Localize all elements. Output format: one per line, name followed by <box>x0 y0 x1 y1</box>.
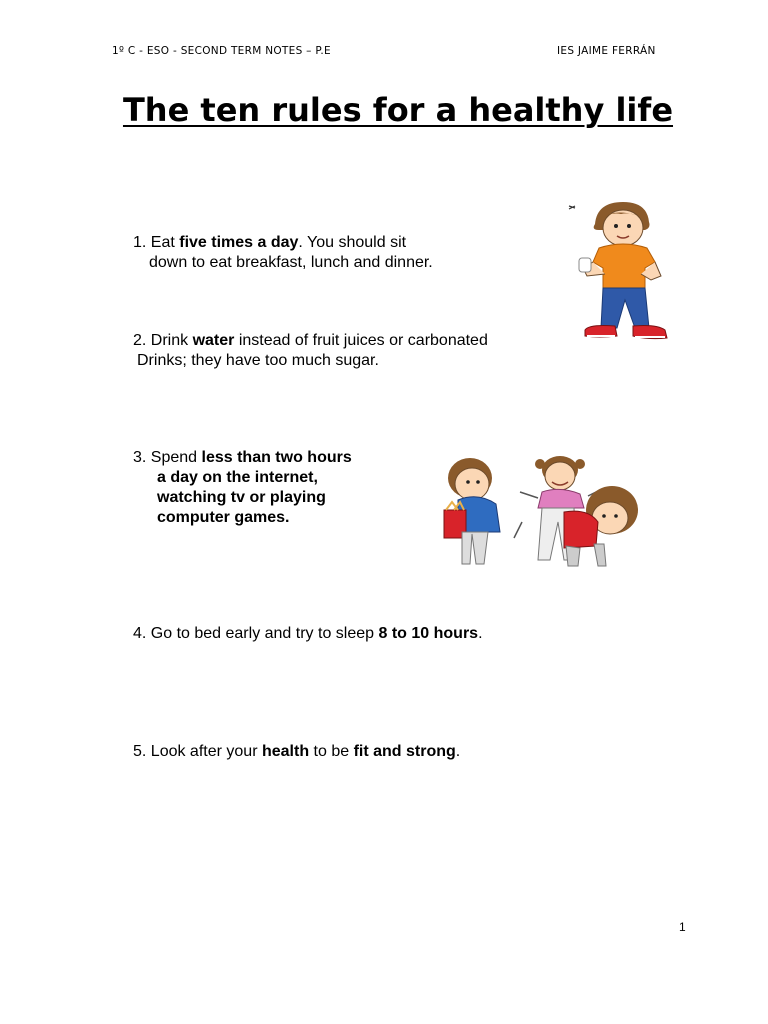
rule-text: . You should sit <box>298 234 407 251</box>
rule-emphasis: health <box>261 743 310 760</box>
rule-3 <box>133 448 352 528</box>
rule-text: instead of fruit juices or carbonated <box>234 332 488 349</box>
rule-emphasis: 8 to 10 hours <box>378 625 479 642</box>
rule-text: 5. Look after your <box>133 743 262 760</box>
rule-text: 3. Spend <box>133 449 202 466</box>
rule-text: 2. Drink <box>133 332 193 349</box>
rule-text: 4. Go to bed early and try to sleep <box>133 625 379 642</box>
rule-2-line-2: Drinks; they have too much sugar. <box>137 352 379 369</box>
rule-3-line-1 <box>133 448 352 468</box>
rule-5-line-1 <box>133 742 460 762</box>
page-number: 1 <box>679 920 686 934</box>
rule-text: to be <box>309 743 354 760</box>
rule-3-line-2: a day on the internet, <box>157 469 318 486</box>
rule-emphasis: water <box>192 332 235 349</box>
rule-3-line-4: computer games. <box>157 509 290 526</box>
page-title: The ten rules for a healthy life <box>122 91 674 129</box>
rule-2 <box>133 331 488 371</box>
rule-5 <box>133 742 460 762</box>
rule-1-line-2: down to eat breakfast, lunch and dinner. <box>149 254 433 271</box>
rule-emphasis: fit and strong <box>353 743 456 760</box>
header-left: 1º C - ESO - SECOND TERM NOTES – P.E <box>112 45 331 57</box>
rule-text: 1. Eat <box>133 234 180 251</box>
rule-1 <box>133 233 433 273</box>
rule-emphasis: five times a day <box>179 234 299 251</box>
rule-text: . <box>478 625 483 642</box>
header-right: IES JAIME FERRÁN <box>557 45 656 57</box>
rule-emphasis: less than two hours <box>201 449 352 466</box>
kids-playing-illustration <box>438 452 648 574</box>
boy-eating-illustration <box>565 196 687 346</box>
rule-2-line-1 <box>133 331 488 351</box>
rule-4 <box>133 624 483 644</box>
rule-1-line-1 <box>133 233 433 253</box>
rule-4-line-1 <box>133 624 483 644</box>
rule-text: . <box>455 743 461 760</box>
rule-3-line-3: watching tv or playing <box>157 489 326 506</box>
